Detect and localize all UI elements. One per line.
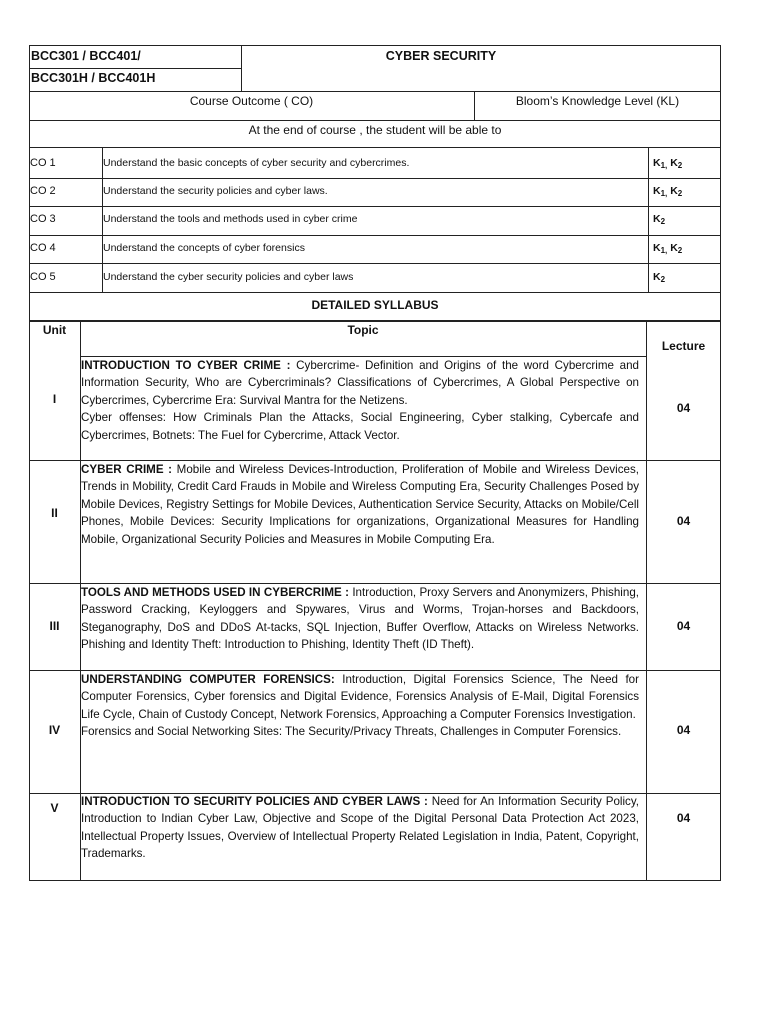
co-row-2-kl: $K_{1,}$ $K_2$ (653, 185, 683, 198)
col-knowledge-level: Bloom’s Knowledge Level (KL) (515, 94, 680, 108)
co-row-4-text: Understand the concepts of cyber forensics (103, 242, 305, 254)
col-course-outcome: Course Outcome ( CO) (189, 94, 314, 108)
unit-i-topic: INTRODUCTION TO CYBER CRIME : Cybercrime- Definition and Origins of the word Cybercrime and Information Security, Who are Cybercriminals? Classifications of Cybercrimes, A Global Perspective on Cybercrimes, Cybercrime Era: Survival Mantra for the Netizens. Cyber offenses: How Criminals Plan the Attacks, Social Engineering, Cyber stalking, Cybercafe and Cybercrimes, Botnets: The Fuel for Cybercrime, Attack Vector. (81, 359, 639, 442)
unit-iv-label: IV (48, 723, 61, 737)
unit-v-topic: INTRODUCTION TO SECURITY POLICIES AND CYBER LAWS : Need for An Information Security Policy, Introduction to Indian Cyber Law, Objective and Scope of the Digital Personal Data Protection Act 2023, Intellectual Property Issues, Overview of Intellectual Property Related Legislation in India, Patent, Copyright, Trademarks. (81, 795, 639, 861)
col-unit: Unit (42, 323, 67, 337)
unit-v-label: V (50, 801, 59, 815)
course-codes-line2: BCC301H / BCC401H (31, 71, 156, 85)
co-row-3-id: CO 3 (30, 213, 56, 225)
outcomes-intro: At the end of course , the student will be able to (248, 123, 502, 137)
unit-iv-topic: UNDERSTANDING COMPUTER FORENSICS: Introduction, Digital Forensics Science, The Need for Computer Forensics, Cyber forensics and Digital Evidence, Forensics Analysis of E-Mail, Digital Forensics Life Cycle, Chain of Custody Concept, Network Forensics, Approaching a Computer Forensics Investigation. Forensics and Social Networking Sites: The Security/Privacy Threats, Challenges in Computer Forensics. (81, 673, 639, 739)
course-codes-line1: BCC301 / BCC401/ (31, 49, 141, 63)
col-lecture: Lecture (661, 339, 706, 353)
syllabus-title: DETAILED SYLLABUS (311, 298, 439, 312)
co-row-3-kl: $K_2$ (653, 213, 666, 226)
unit-iii-label: III (49, 619, 60, 633)
unit-v-lecture: 04 (676, 811, 691, 825)
co-row-5-text: Understand the cyber security policies and cyber laws (103, 271, 354, 283)
co-row-4-kl: $K_{1,}$ $K_2$ (653, 242, 683, 255)
unit-ii-lecture: 04 (676, 514, 691, 528)
co-row-1-text: Understand the basic concepts of cyber security and cybercrimes. (103, 157, 410, 169)
co-row-1-kl: $K_{1,}$ $K_2$ (653, 157, 683, 170)
unit-i-label: I (52, 392, 57, 406)
co-row-5-kl: $K_2$ (653, 271, 666, 284)
co-row-5-id: CO 5 (30, 271, 56, 283)
co-row-3-text: Understand the tools and methods used in cyber crime (103, 213, 358, 225)
unit-iii-lecture: 04 (676, 619, 691, 633)
co-row-1-id: CO 1 (30, 157, 56, 169)
co-row-2-text: Understand the security policies and cyber laws. (103, 185, 328, 197)
unit-i-lecture: 04 (676, 401, 691, 415)
unit-ii-label: II (51, 506, 58, 520)
co-row-4-id: CO 4 (30, 242, 56, 254)
unit-iii-topic: TOOLS AND METHODS USED IN CYBERCRIME : Introduction, Proxy Servers and Anonymizers, Phishing, Password Cracking, Keyloggers and Spywares, Virus and Worms, Trojan-horses and Backdoors, Steganography, DoS and DDoS At-tacks, SQL Injection, Buffer Overflow, Attacks on Wireless Networks. Phishing and Identity Theft: Introduction to Phishing, Identity Theft (ID Theft). (81, 586, 639, 652)
unit-iv-lecture: 04 (676, 723, 691, 737)
course-title: CYBER SECURITY (385, 49, 497, 63)
co-row-2-id: CO 2 (30, 185, 56, 197)
col-topic: Topic (347, 323, 379, 337)
unit-ii-topic: CYBER CRIME : Mobile and Wireless Devices-Introduction, Proliferation of Mobile and Wireless Devices, Trends in Mobility, Credit Card Frauds in Mobile and Wireless Computing Era, Security Challenges Posed by Mobile Devices, Registry Settings for Mobile Devices, Authentication Service Security, Attacks on Mobile/Cell Phones, Mobile Devices: Security Implications for organizations, Organizational Measures for Handling Mobile, Organizational Security Policies and Measures in Mobile Computing Era. (81, 463, 640, 546)
